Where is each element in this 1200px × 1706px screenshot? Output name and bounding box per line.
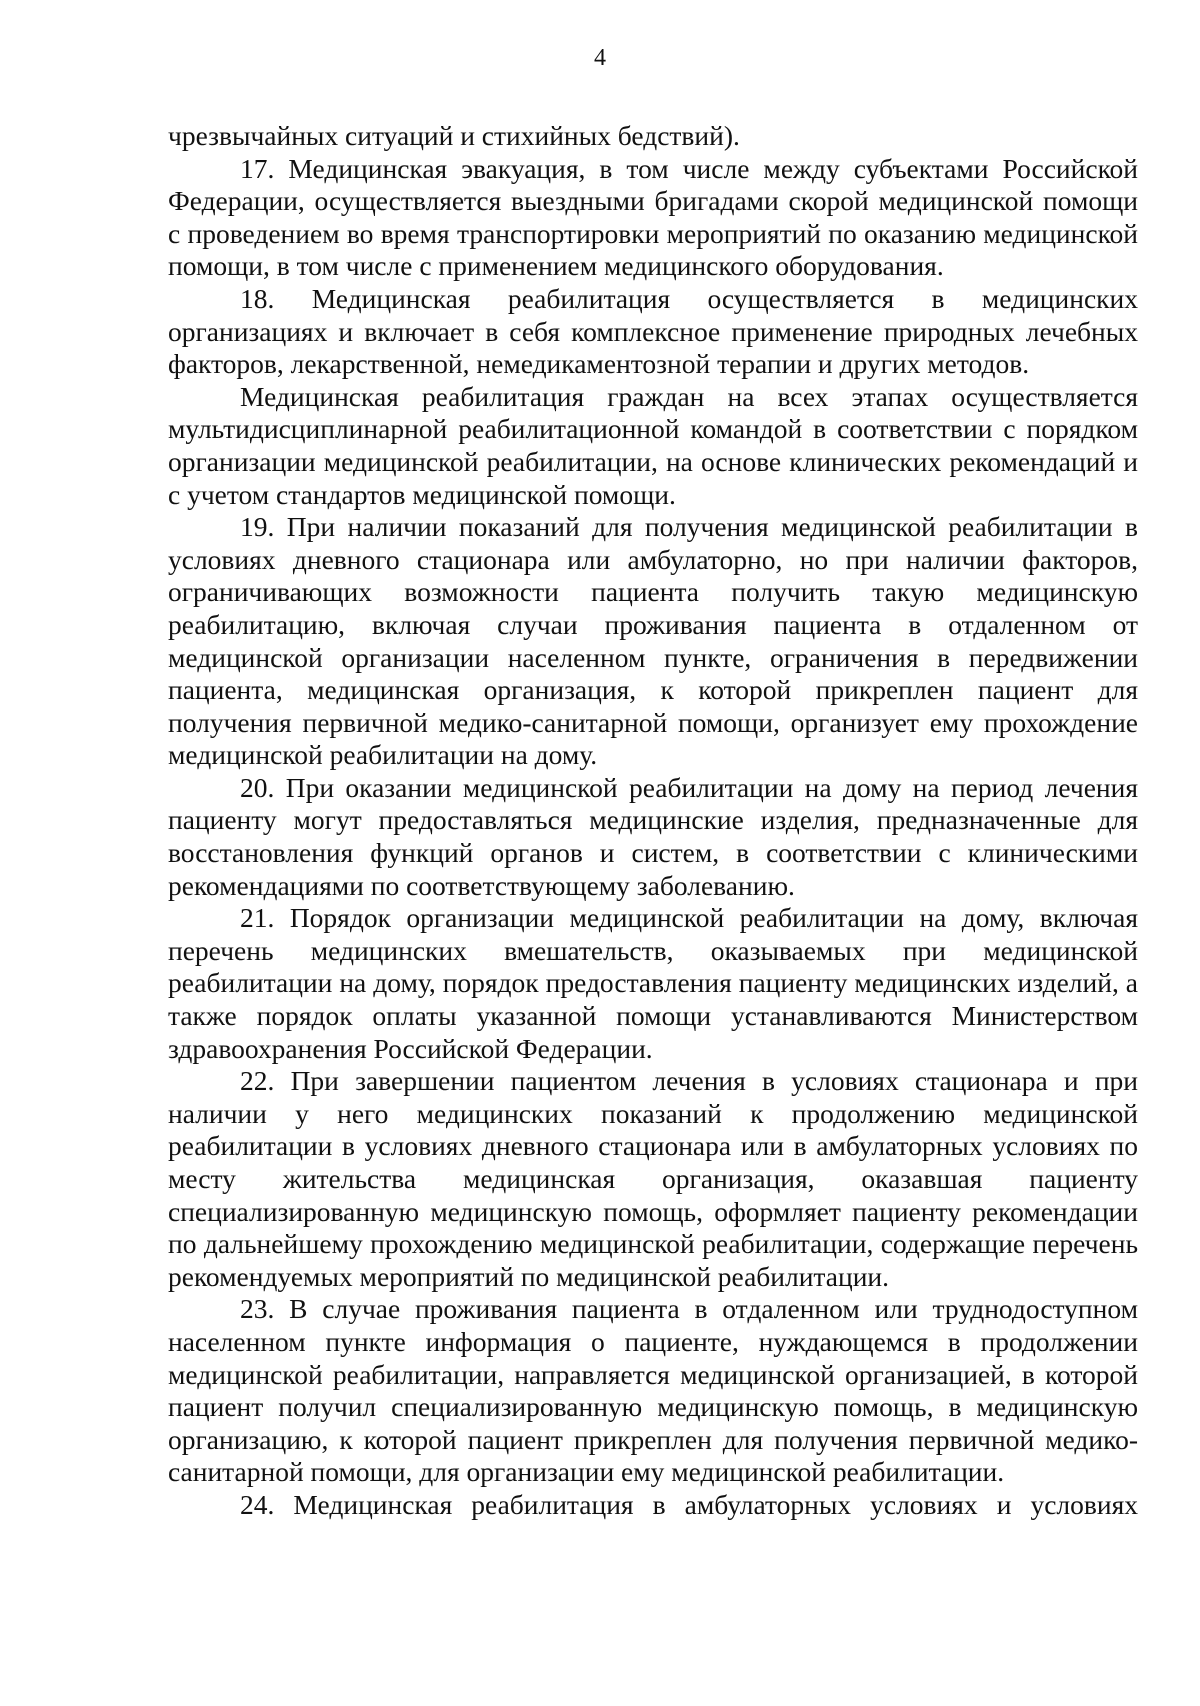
paragraph-24: 24. Медицинская реабилитация в амбулаторных условиях и условиях (240, 1488, 1138, 1520)
paragraph-18-rehab-team: Медицинская реабилитация граждан на всех этапах осуществляется мультидисциплинарной реабилитационной командой в соответствии с порядком организации медицинской реабилитации, на основе клинических рекомендаций и с учетом стандартов медицинской помощи. (168, 380, 1138, 510)
paragraph-23: 23. В случае проживания пациента в отдаленном или труднодоступном населенном пункте информация о пациенте, нуждающемся в продолжении медицинской реабилитации, направляется медицинской организацией, в которой пациент получил специализированную медицинскую помощь, в медицинскую организацию, к которой пациент прикреплен для получения первичной медико-санитарной помощи, для организации ему медицинской реабилитации. (168, 1293, 1138, 1488)
paragraph-17: 17. Медицинская эвакуация, в том числе между субъектами Российской Федерации, осуществляется выездными бригадами скорой медицинской помощи с проведением во время транспортировки мероприятий по оказанию медицинской помощи, в том числе с применением медицинского оборудования. (168, 152, 1138, 282)
paragraph-21: 21. Порядок организации медицинской реабилитации на дому, включая перечень медицинских вмешательств, оказываемых при медицинской реабилитации на дому, порядок предоставления пациенту медицинских изделий, а также порядок оплаты указанной помощи устанавливаются Министерством здравоохранения Российской Федерации. (168, 902, 1138, 1064)
paragraph-continuation: чрезвычайных ситуаций и стихийных бедствий). (168, 120, 740, 151)
paragraph-22: 22. При завершении пациентом лечения в условиях стационара и при наличии у него медицинских показаний к продолжению медицинской реабилитации в условиях дневного стационара или в амбулаторных условиях по месту жительства медицинская организация, оказавшая пациенту специализированную медицинскую помощь, оформляет пациенту рекомендации по дальнейшему прохождению медицинской реабилитации, содержащие перечень рекомендуемых мероприятий по медицинской реабилитации. (168, 1065, 1138, 1292)
paragraph-20: 20. При оказании медицинской реабилитации на дому на период лечения пациенту могут предоставляться медицинские изделия, предназначенные для восстановления функций органов и систем, в соответствии с клиническими рекомендациями по соответствующему заболеванию. (168, 771, 1138, 901)
document-body (168, 120, 1138, 1522)
page-number: 4 (594, 45, 606, 71)
paragraph-18: 18. Медицинская реабилитация осуществляется в медицинских организациях и включает в себя комплексное применение природных лечебных факторов, лекарственной, немедикаментозной терапии и других методов. (168, 282, 1138, 380)
paragraph-19: 19. При наличии показаний для получения медицинской реабилитации в условиях дневного стационара или амбулаторно, но при наличии факторов, ограничивающих возможности пациента получить такую медицинскую реабилитацию, включая случаи проживания пациента в отдаленном от медицинской организации населенном пункте, ограничения в передвижении пациента, медицинская организация, к которой прикреплен пациент для получения первичной медико-санитарной помощи, организует ему прохождение медицинской реабилитации на дому. (168, 511, 1138, 771)
